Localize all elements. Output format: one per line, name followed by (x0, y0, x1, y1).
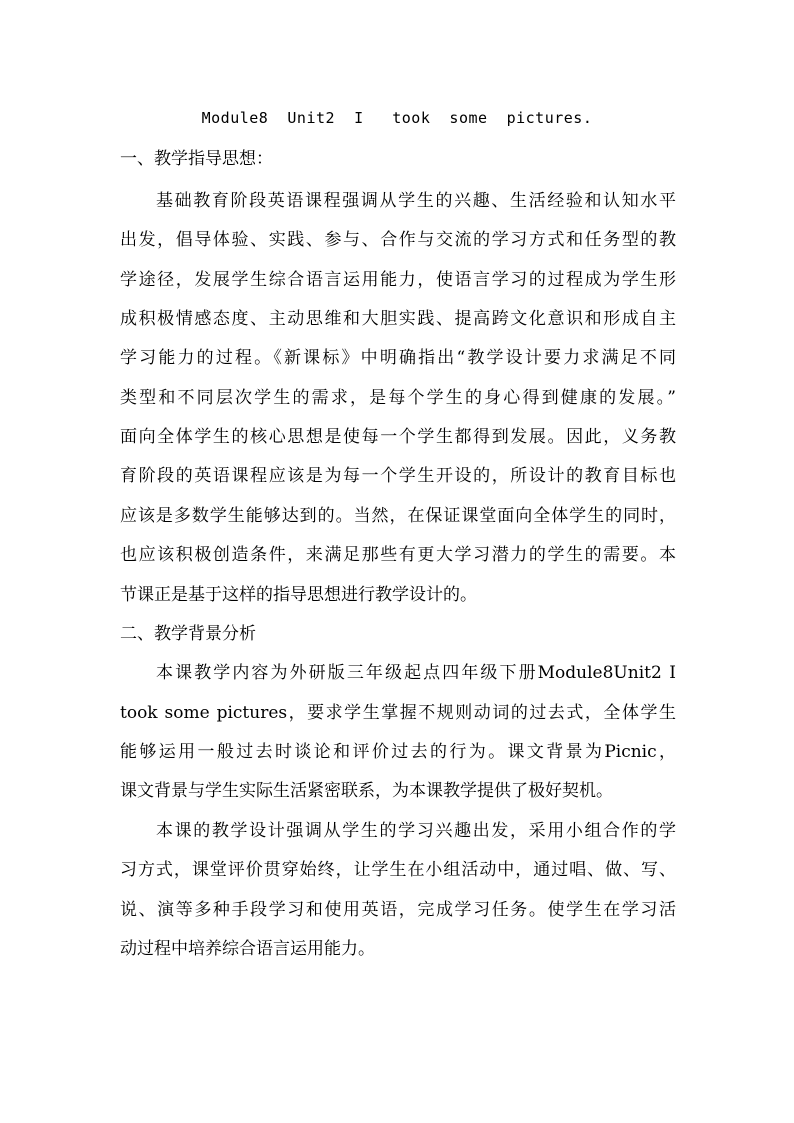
paragraph-line: 说、演等多种手段学习和使用英语，完成学习任务。使学生在学习活 (120, 900, 676, 920)
section-heading-guiding-ideology: 一、教学指导思想： (120, 149, 273, 169)
document-title: Module8 Unit2 I took some pictures. (201, 109, 593, 127)
paragraph-line: 育阶段的英语课程应该是为每一个学生开设的，所设计的教育目标也 (120, 466, 676, 486)
paragraph-line: 成积极情感态度、主动思维和大胆实践、提高跨文化意识和形成自主 (120, 309, 676, 329)
paragraph-line: 动过程中培养综合语言运用能力。 (120, 939, 375, 959)
paragraph-line: 本课教学内容为外研版三年级起点四年级下册Module8Unit2 I (156, 663, 676, 683)
paragraph-line: 面向全体学生的核心思想是使每一个学生都得到发展。因此，义务教 (120, 427, 676, 447)
section-heading-background-analysis: 二、教学背景分析 (120, 624, 256, 644)
paragraph-line: 基础教育阶段英语课程强调从学生的兴趣、生活经验和认知水平 (156, 191, 676, 211)
paragraph-line: 能够运用一般过去时谈论和评价过去的行为。课文背景为Picnic， (120, 742, 676, 762)
paragraph-line: 出发，倡导体验、实践、参与、合作与交流的学习方式和任务型的教 (120, 230, 676, 250)
paragraph-line: 类型和不同层次学生的需求，是每个学生的身心得到健康的发展。” (120, 388, 676, 408)
paragraph-line: 习方式，课堂评价贯穿始终，让学生在小组活动中，通过唱、做、写、 (120, 860, 676, 880)
paragraph-line: 节课正是基于这样的指导思想进行教学设计的。 (120, 585, 477, 605)
paragraph-line: 也应该积极创造条件，来满足那些有更大学习潜力的学生的需要。本 (120, 545, 676, 565)
paragraph-line: 课文背景与学生实际生活紧密联系，为本课教学提供了极好契机。 (120, 781, 613, 801)
paragraph-line: 应该是多数学生能够达到的。当然，在保证课堂面向全体学生的同时， (120, 506, 676, 526)
paragraph-line: 学习能力的过程。《新课标》中明确指出“教学设计要力求满足不同 (120, 348, 676, 368)
paragraph-line: 学途径，发展学生综合语言运用能力，使语言学习的过程成为学生形 (120, 270, 676, 290)
paragraph-line: 本课的教学设计强调从学生的学习兴趣出发，采用小组合作的学 (156, 821, 676, 841)
paragraph-line: took some pictures，要求学生掌握不规则动词的过去式，全体学生 (120, 703, 676, 723)
